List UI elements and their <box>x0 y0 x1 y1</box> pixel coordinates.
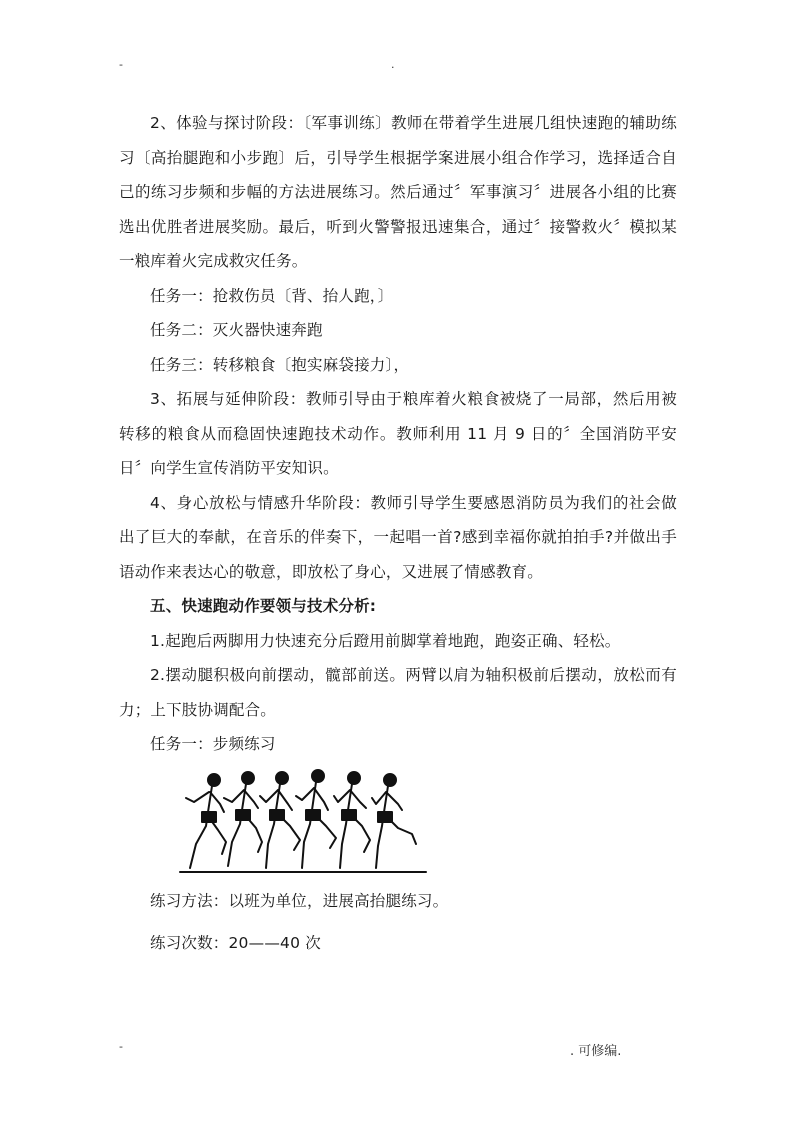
paragraph-2: 2、体验与探讨阶段：〔军事训练〕教师在带着学生进展几组快速跑的辅助练习〔高抬腿跑和小步跑〕后，引导学生根据学案进展小组合作学习，选择适合自己的练习步频和步幅的方法进展练习。然后通过〞军事演习〞进展各小组的比赛选出优胜者进展奖励。最后，听到火警警报迅速集合，通过〞接警救火〞模拟某一粮库着火完成救灾任务。 <box>119 114 677 270</box>
footer-right-text: . 可修编. <box>570 1044 622 1059</box>
point-1: 1.起跑后两脚用力快速充分后蹬用前脚掌着地跑，跑姿正确、轻松。 <box>150 631 621 650</box>
task-step-frequency: 任务一：步频练习 <box>150 735 276 753</box>
task-line-2: 任务二：灭火器快速奔跑 <box>150 321 323 339</box>
point-2: 2.摆动腿积极向前摆动，髋部前送。两臂以肩为轴积极前后摆动，放松而有力；上下肢协调配合。 <box>119 666 677 719</box>
document-body <box>119 106 677 762</box>
header-left-mark: - <box>119 58 123 71</box>
runners-illustration-icon <box>176 768 434 878</box>
section-heading-5: 五、快速跑动作要领与技术分析: <box>150 597 377 615</box>
header-right-mark: . <box>391 58 395 71</box>
task-line-1: 任务一：抢救伤员〔背、抬人跑，〕 <box>150 286 394 305</box>
paragraph-3: 3、拓展与延伸阶段：教师引导由于粮库着火粮食被烧了一局部，然后用被转移的粮食从而稳固快速跑技术动作。教师利用 11 月 9 日的〞全国消防平安日〞向学生宣传消防平安知识。 <box>119 390 677 477</box>
footer-left-mark: - <box>119 1040 123 1053</box>
practice-count: 练习次数：20——40 次 <box>150 934 321 952</box>
paragraph-4: 4、身心放松与情感升华阶段：教师引导学生要感恩消防员为我们的社会做出了巨大的奉献，在音乐的伴奏下，一起唱一首?感到幸福你就拍拍手?并做出手语动作来表达心的敬意，即放松了身心，又进展了情感教育。 <box>119 493 677 581</box>
practice-method: 练习方法：以班为单位，进展高抬腿练习。 <box>150 892 449 910</box>
task-line-3: 任务三：转移粮食〔抱实麻袋接力〕， <box>150 355 410 374</box>
